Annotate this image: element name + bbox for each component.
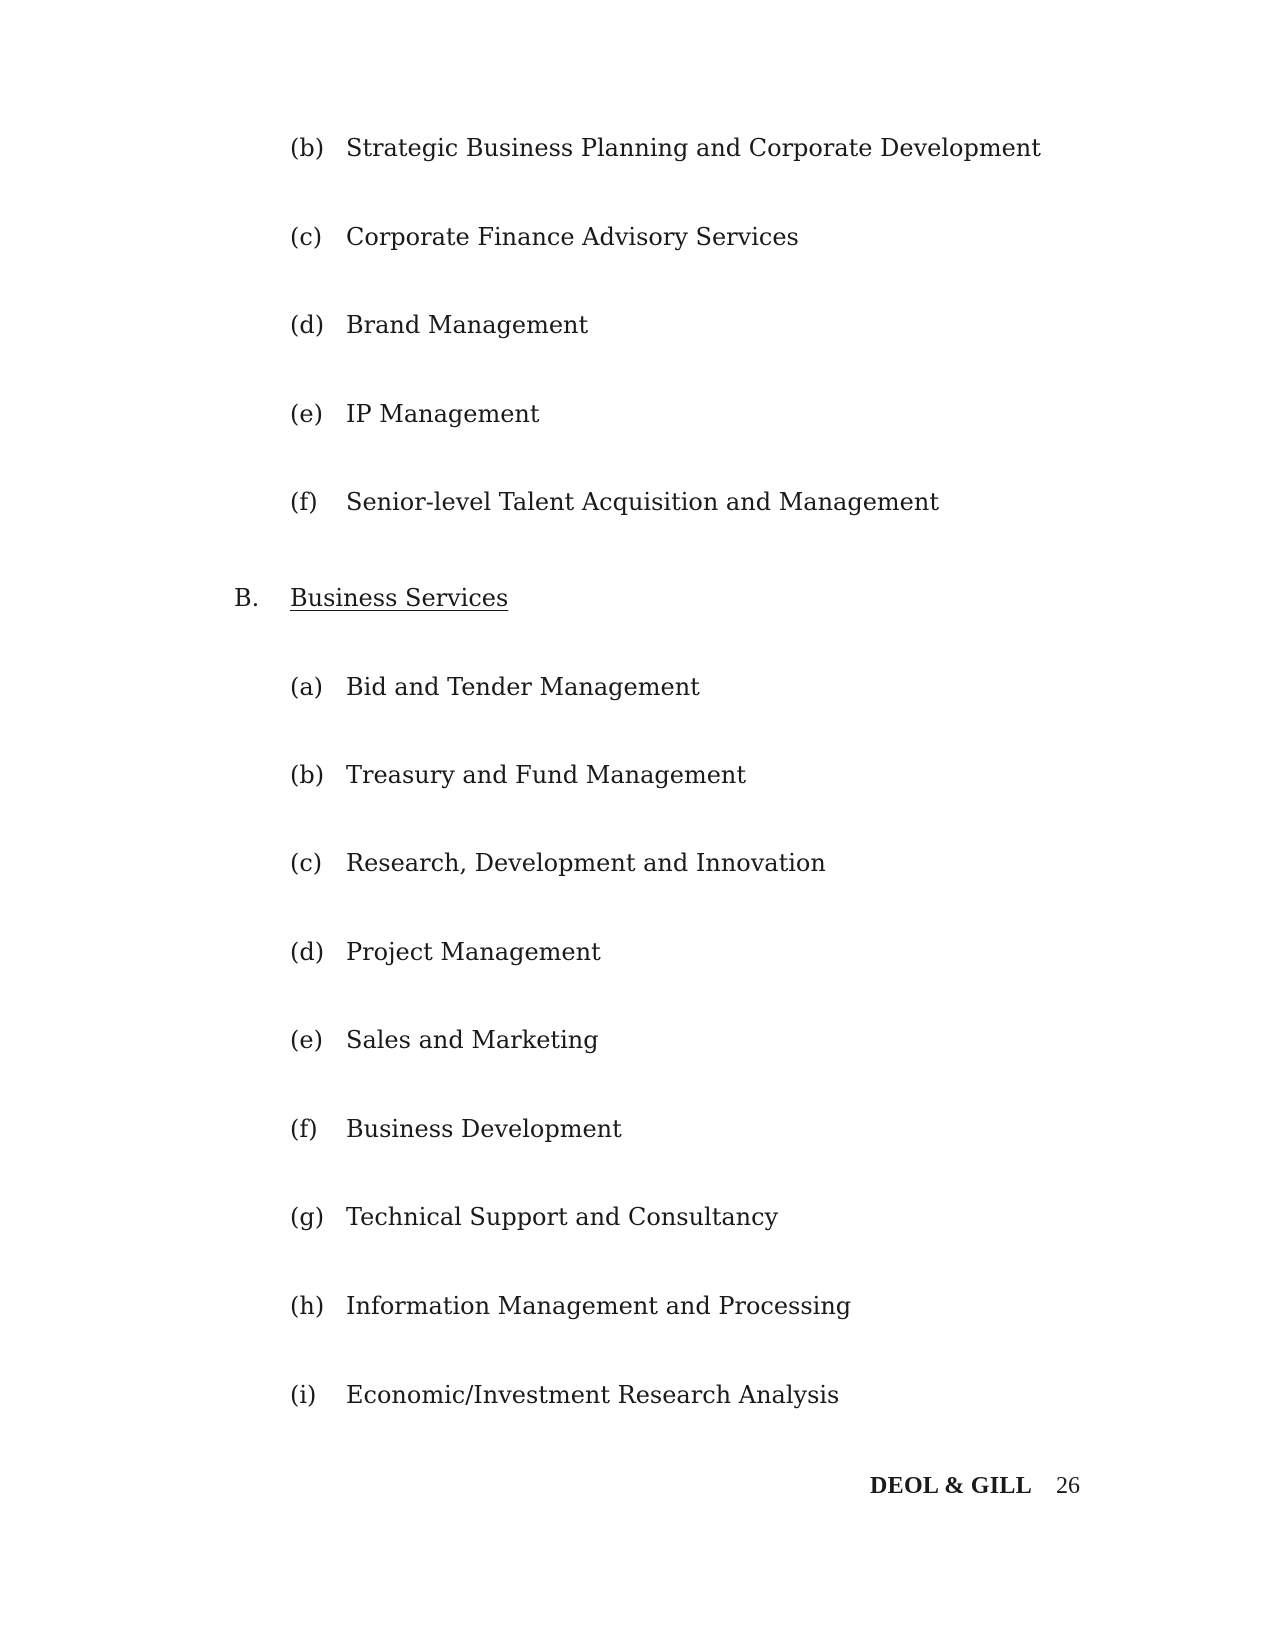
list-marker: (b)	[290, 761, 325, 789]
list-marker: (b)	[290, 134, 325, 162]
list-item-text: Project Management	[346, 938, 601, 966]
list-item-text: Business Development	[346, 1115, 622, 1143]
list-marker: (h)	[290, 1292, 325, 1320]
list-marker: (e)	[290, 1026, 323, 1054]
list-item-text: Corporate Finance Advisory Services	[346, 223, 799, 251]
list-item-text: Information Management and Processing	[346, 1292, 852, 1320]
list-item-text: Strategic Business Planning and Corporate Development	[346, 134, 1041, 162]
list-marker: (i)	[290, 1381, 317, 1409]
list-item-text: Bid and Tender Management	[346, 673, 700, 701]
list-item-text: Sales and Marketing	[346, 1026, 599, 1054]
list-marker: (d)	[290, 311, 325, 339]
list-marker: (e)	[290, 400, 323, 428]
list-item-text: Technical Support and Consultancy	[346, 1203, 779, 1231]
list-item-text: Senior-level Talent Acquisition and Management	[346, 488, 939, 516]
list-marker: (f)	[290, 1115, 318, 1143]
list-item-text: Treasury and Fund Management	[346, 761, 747, 789]
list-item-text: Brand Management	[346, 311, 589, 339]
list-marker: (d)	[290, 938, 325, 966]
page-number: 26	[1056, 1473, 1081, 1499]
section-title: Business Services	[290, 584, 509, 612]
list-marker: (f)	[290, 488, 318, 516]
list-item-text: Research, Development and Innovation	[346, 849, 826, 877]
firm-name: DEOL & GILL	[870, 1473, 1033, 1499]
list-item-text: Economic/Investment Research Analysis	[346, 1381, 840, 1409]
list-item-text: IP Management	[346, 400, 540, 428]
list-marker: (a)	[290, 673, 324, 701]
list-marker: (g)	[290, 1203, 325, 1231]
list-marker: (c)	[290, 849, 323, 877]
section-marker: B.	[234, 584, 260, 612]
page-footer	[870, 1470, 1080, 1501]
list-marker: (c)	[290, 223, 323, 251]
